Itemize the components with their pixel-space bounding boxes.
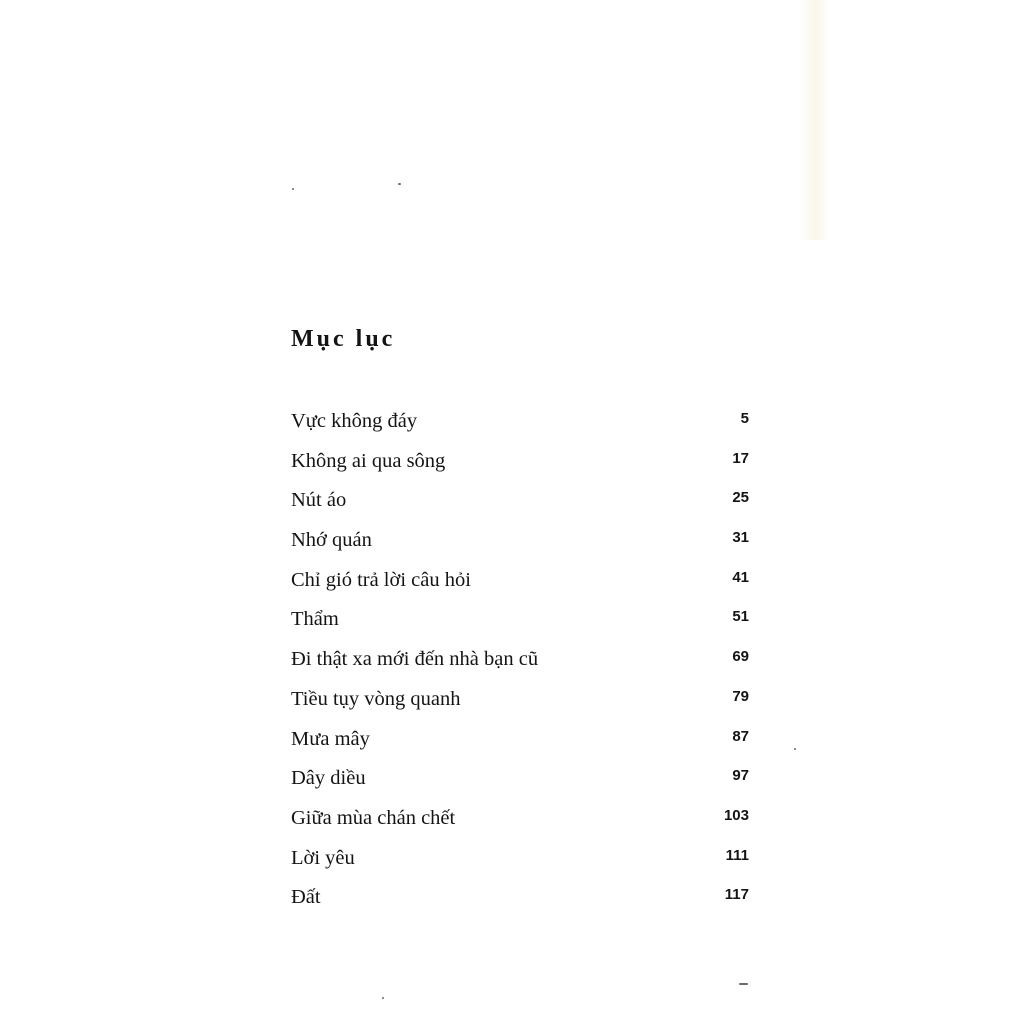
toc-entry-page: 69	[732, 648, 749, 666]
toc-entry-page: 79	[732, 687, 749, 705]
toc-entry-page: 25	[732, 489, 749, 507]
toc-entry[interactable]	[291, 403, 749, 443]
toc-entry[interactable]	[291, 760, 749, 800]
page-edge-shadow	[800, 0, 830, 240]
toc-entry[interactable]	[291, 482, 749, 522]
toc-entry-page: 41	[732, 568, 749, 586]
toc-entry-page: 87	[732, 727, 749, 745]
toc-entry-page: 103	[723, 806, 749, 824]
toc-entry-title: Nhớ quán	[291, 529, 372, 552]
dust-speck	[739, 983, 748, 985]
toc-entry[interactable]	[291, 522, 749, 562]
toc-list	[291, 403, 749, 919]
toc-entry-title: Đất	[291, 886, 321, 909]
toc-entry-title: Vực không đáy	[291, 410, 418, 432]
toc-entry-title: Lời yêu	[291, 846, 355, 869]
toc-entry-page: 111	[725, 846, 749, 864]
toc-entry-page: 51	[732, 608, 749, 626]
toc-entry-title: Thẩm	[291, 608, 339, 631]
toc-entry-page: 97	[732, 767, 749, 785]
toc-entry-page: 5	[740, 410, 749, 427]
toc-entry[interactable]	[291, 840, 749, 880]
dust-speck	[292, 188, 294, 190]
toc-entry[interactable]	[291, 641, 749, 681]
toc-entry-page: 31	[732, 529, 749, 547]
dust-speck	[794, 748, 796, 750]
toc-entry-page: 17	[732, 449, 749, 467]
toc-entry-title: Nút áo	[291, 489, 347, 512]
toc-entry-title: Không ai qua sông	[291, 449, 446, 472]
toc-entry-title: Giữa mùa chán chết	[291, 806, 456, 829]
toc-entry[interactable]	[291, 681, 749, 721]
toc-entry-title: Mưa mây	[291, 727, 370, 750]
dust-speck	[398, 183, 401, 185]
toc-entry[interactable]	[291, 443, 749, 483]
toc-entry[interactable]	[291, 562, 749, 602]
toc-entry-page: 117	[724, 886, 749, 904]
dust-speck	[382, 997, 384, 999]
toc-entry-title: Đi thật xa mới đến nhà bạn cũ	[291, 648, 539, 671]
toc-entry[interactable]	[291, 879, 749, 919]
toc-entry[interactable]	[291, 601, 749, 641]
page-title: Mục lục	[291, 326, 396, 353]
toc-entry[interactable]	[291, 721, 749, 761]
toc-entry-title: Tiều tụy vòng quanh	[291, 687, 461, 710]
toc-entry-title: Chỉ gió trả lời câu hỏi	[291, 568, 471, 591]
toc-entry[interactable]	[291, 800, 749, 840]
toc-entry-title: Dây diều	[291, 767, 366, 790]
